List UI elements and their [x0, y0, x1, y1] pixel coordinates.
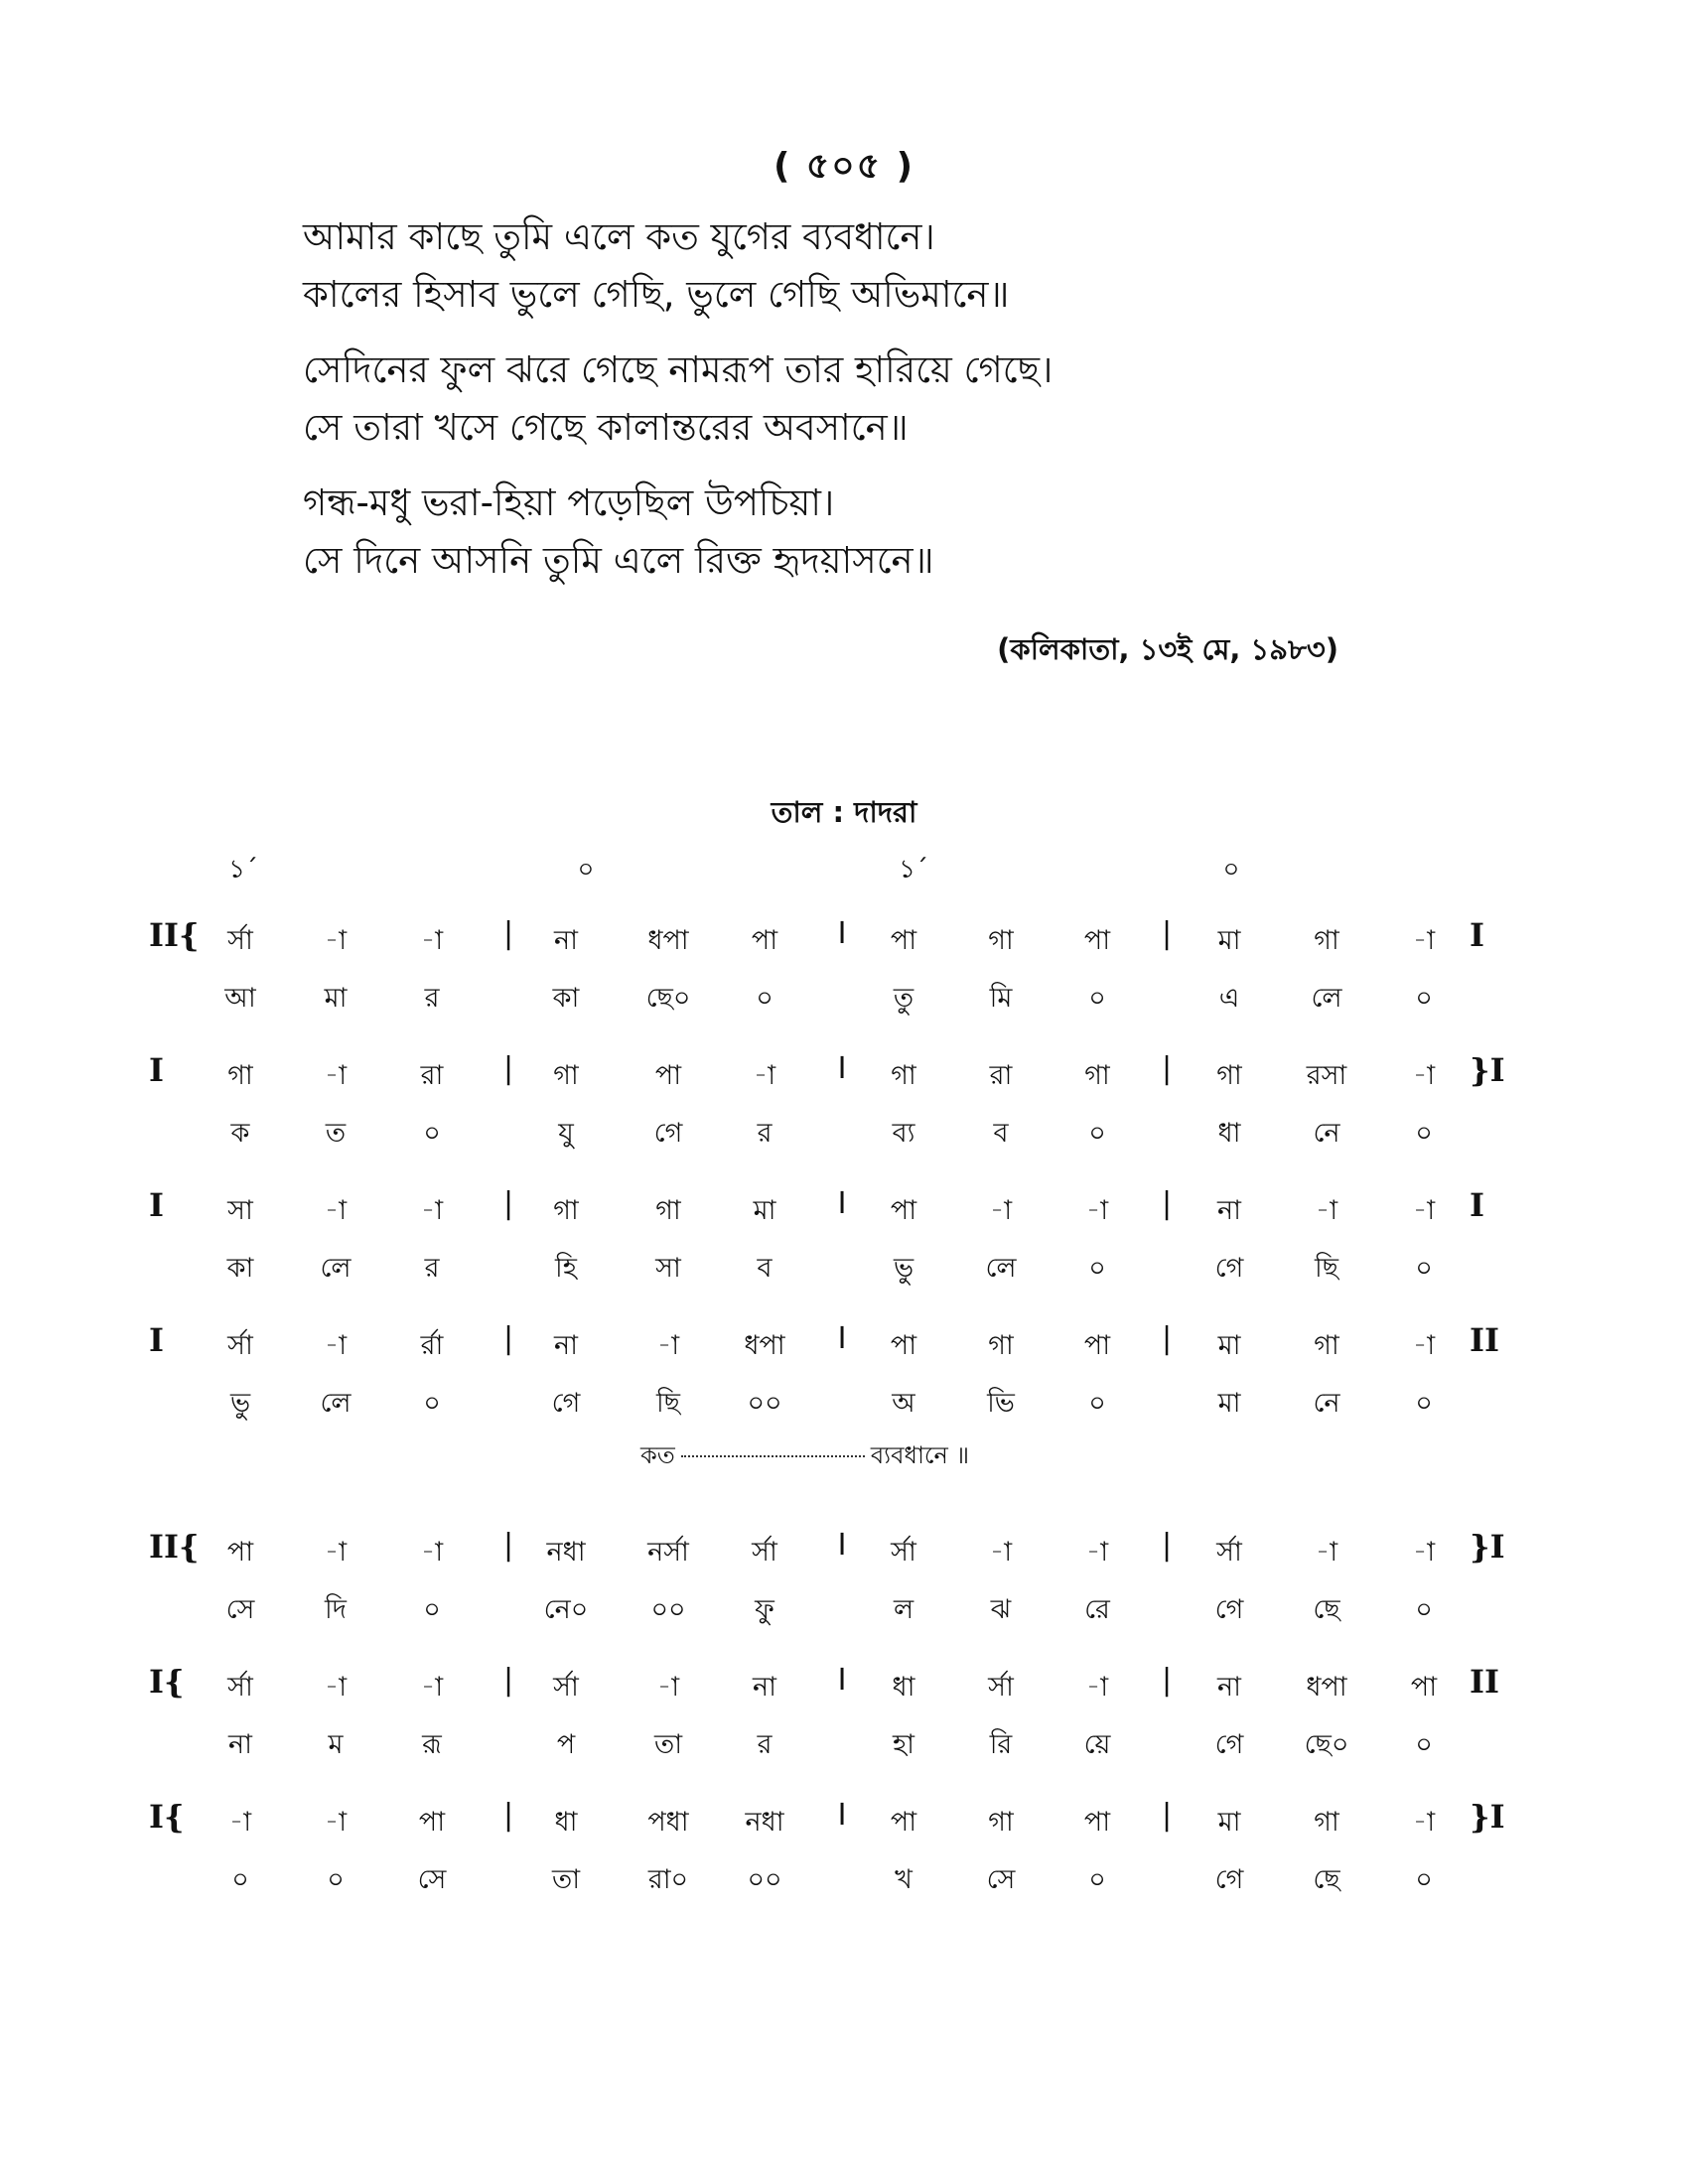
lyric-syllable: প	[556, 1729, 576, 1760]
lyric-syllable: য়ে	[1083, 1729, 1111, 1760]
swara-note: নর্সা	[647, 1537, 689, 1568]
swara-note: র্সা	[988, 1672, 1014, 1703]
swara-note: -া	[1412, 1537, 1436, 1568]
swara-note: -া	[1412, 1195, 1436, 1226]
notation-block	[149, 1655, 1539, 1790]
tala-title: তাল : দাদরা	[771, 795, 917, 829]
lyric-syllable: তা	[653, 1729, 683, 1760]
swara-note: -া	[324, 1807, 348, 1838]
lyric-syllable: না	[228, 1729, 252, 1760]
bar-sign-end: }I	[1470, 1528, 1505, 1566]
swara-note: -া	[1412, 1807, 1436, 1838]
lyric-syllable: ০	[1088, 1253, 1106, 1284]
lyric-syllable: ০০	[747, 1388, 782, 1419]
lyric-syllable: ০	[1415, 1388, 1433, 1419]
bar-line: |	[1161, 1186, 1173, 1221]
bar-line: |	[1161, 1798, 1173, 1833]
swara-note: ধপা	[744, 1330, 785, 1361]
lyric-syllable: গে	[551, 1388, 581, 1419]
swara-note: পা	[1083, 1807, 1111, 1838]
lyric-syllable: ভু	[893, 1253, 914, 1284]
swara-note: পা	[890, 1330, 917, 1361]
lyric-syllable: মা	[324, 983, 348, 1014]
swara-note: রা	[989, 1060, 1013, 1091]
swara-note: মা	[1217, 1330, 1241, 1361]
lyric-syllable: ০	[1415, 1594, 1433, 1625]
swara-note: গা	[553, 1060, 579, 1091]
swara-note: গা	[1314, 1807, 1339, 1838]
lyric-syllable: কা	[226, 1253, 254, 1284]
swara-note: পা	[751, 925, 778, 956]
lyric-syllable: ফু	[755, 1594, 774, 1625]
swara-note: গা	[553, 1195, 579, 1226]
swara-note: গা	[988, 1807, 1014, 1838]
swara-note: র্সা	[227, 1330, 253, 1361]
lyric-syllable: ছে	[1313, 1594, 1340, 1625]
swara-note: গা	[988, 925, 1014, 956]
swara-note: ধপা	[1306, 1672, 1347, 1703]
lyric-syllable: খ	[895, 1864, 913, 1895]
lyric-syllable: ছে০	[645, 983, 691, 1014]
lyric-syllable: তু	[893, 983, 914, 1014]
bar-sign-start: I{	[149, 1798, 185, 1836]
lyric-syllable: ০	[423, 1118, 441, 1149]
lyric-syllable: লে	[985, 1253, 1017, 1284]
bar-line: |	[502, 1321, 514, 1356]
notation-block	[149, 1313, 1539, 1448]
swara-note: পা	[1083, 925, 1111, 956]
lyric-syllable: ০	[1088, 1118, 1106, 1149]
swara-note: -া	[656, 1330, 680, 1361]
swara-note: না	[554, 1330, 578, 1361]
beat-marks	[149, 849, 1539, 908]
swara-note: না	[1217, 1672, 1241, 1703]
lyric-syllable: নে০	[543, 1594, 589, 1625]
bar-line: |	[1161, 1321, 1173, 1356]
swara-note: পা	[226, 1537, 254, 1568]
lyric-syllable: ব	[993, 1118, 1009, 1149]
lyric-syllable: ঝ	[990, 1594, 1012, 1625]
swara-note: না	[753, 1672, 776, 1703]
lyric-syllable: ০	[231, 1864, 249, 1895]
swara-note: -া	[1315, 1195, 1338, 1226]
bar-sign-end: II	[1470, 1321, 1499, 1359]
lyric-syllable: হা	[892, 1729, 914, 1760]
lyric-syllable: ত	[325, 1118, 347, 1149]
lyric-syllable: রি	[989, 1729, 1013, 1760]
swara-note: -া	[753, 1060, 776, 1091]
lyric-syllable: সে	[986, 1864, 1016, 1895]
lyric-syllable: ভি	[987, 1388, 1015, 1419]
lyric-syllable: সা	[655, 1253, 681, 1284]
notation-block	[149, 1790, 1539, 1925]
lyric-syllable: ধা	[1217, 1118, 1241, 1149]
bar-line: |	[502, 916, 514, 951]
bar-line: |	[502, 1051, 514, 1086]
swara-note: -া	[420, 1672, 444, 1703]
lyric-syllable: ০	[756, 983, 774, 1014]
bar-line: I	[837, 1798, 847, 1833]
poem-line: সেদিনের ফুল ঝরে গেছে নামরূপ তার হারিয়ে গেছে।	[303, 348, 1054, 391]
bar-line: |	[1161, 1051, 1173, 1086]
notation-grid	[149, 849, 1539, 1925]
lyric-syllable: গে	[1214, 1253, 1244, 1284]
swara-note: পা	[418, 1807, 446, 1838]
swara-note: -া	[324, 1060, 348, 1091]
lyric-syllable: ব	[757, 1253, 773, 1284]
swara-note: র্সা	[1216, 1537, 1242, 1568]
swara-note: -া	[324, 1330, 348, 1361]
beat-mark: ০	[1222, 855, 1240, 885]
swara-note: ধপা	[647, 925, 689, 956]
swara-note: -া	[228, 1807, 252, 1838]
swara-note: পা	[1083, 1330, 1111, 1361]
bar-sign-start: I	[149, 1186, 164, 1224]
lyric-syllable: ছে০	[1304, 1729, 1349, 1760]
bar-line: |	[1161, 1528, 1173, 1563]
lyric-syllable: গে	[1214, 1594, 1244, 1625]
swara-note: মা	[753, 1195, 776, 1226]
swara-note: ধা	[892, 1672, 915, 1703]
lyric-syllable: আ	[224, 983, 256, 1014]
swara-note: র্সা	[891, 1537, 916, 1568]
note-start: কত	[640, 1441, 675, 1469]
swara-note: গা	[1314, 1330, 1339, 1361]
notation-block	[149, 1043, 1539, 1178]
swara-note: -া	[324, 925, 348, 956]
bar-line: |	[1161, 916, 1173, 951]
lyric-syllable: ০	[1088, 1864, 1106, 1895]
beat-mark: ০	[577, 855, 595, 885]
beat-mark: ১´	[899, 855, 928, 885]
lyric-syllable: ছি	[1314, 1253, 1339, 1284]
page-number: ( ৫০৫ )	[773, 146, 915, 187]
lyric-syllable: ল	[893, 1594, 914, 1625]
swara-note: গা	[1084, 1060, 1110, 1091]
lyric-syllable: তা	[551, 1864, 581, 1895]
place-date-footer: (কলিকাতা, ১৩ই মে, ১৯৮৩)	[997, 632, 1338, 666]
swara-note: মা	[1217, 925, 1241, 956]
swara-note: পধা	[647, 1807, 689, 1838]
lyric-syllable: কা	[552, 983, 580, 1014]
swara-note: র্সা	[227, 1672, 253, 1703]
poem-line: সে দিনে আসনি তুমি এলে রিক্ত হৃদয়াসনে॥	[303, 539, 934, 582]
lyric-syllable: মি	[989, 983, 1013, 1014]
lyric-syllable: লে	[320, 1388, 352, 1419]
swara-note: -া	[1412, 1330, 1436, 1361]
lyric-syllable: র	[757, 1118, 773, 1149]
lyric-syllable: গে	[1214, 1864, 1244, 1895]
swara-note: -া	[1085, 1672, 1109, 1703]
bar-line: |	[502, 1186, 514, 1221]
lyric-syllable: ০০	[747, 1864, 782, 1895]
lyric-syllable: ০	[1415, 1729, 1433, 1760]
lyric-syllable: ছি	[655, 1388, 681, 1419]
lyric-syllable: যু	[558, 1118, 574, 1149]
bar-line: I	[837, 1186, 847, 1221]
swara-note: সা	[227, 1195, 253, 1226]
dotted-leader	[681, 1455, 865, 1457]
lyric-syllable: নে	[1313, 1388, 1340, 1419]
swara-note: গা	[1216, 1060, 1242, 1091]
swara-note: -া	[324, 1537, 348, 1568]
bar-line: I	[837, 1321, 847, 1356]
swara-note: -া	[1085, 1195, 1109, 1226]
poem-line: কালের হিসাব ভুলে গেছি, ভুলে গেছি অভিমানে॥	[303, 273, 1010, 316]
bar-sign-end: II	[1470, 1663, 1499, 1701]
swara-note: নধা	[546, 1537, 586, 1568]
lyric-syllable: ০	[1088, 983, 1106, 1014]
swara-note: -া	[656, 1672, 680, 1703]
bar-line: |	[502, 1528, 514, 1563]
swara-note: র্সা	[227, 925, 253, 956]
bar-line: |	[1161, 1663, 1173, 1698]
swara-note: র্সা	[752, 1537, 777, 1568]
lyric-syllable: র	[424, 983, 440, 1014]
swara-note: মা	[1217, 1807, 1241, 1838]
lyric-syllable: ব্য	[892, 1118, 915, 1149]
swara-note: পা	[654, 1060, 682, 1091]
lyric-syllable: ভু	[229, 1388, 251, 1419]
lyric-syllable: ০	[1415, 983, 1433, 1014]
bar-line: I	[837, 916, 847, 951]
lyric-syllable: ম	[328, 1729, 344, 1760]
lyric-syllable: লে	[320, 1253, 352, 1284]
swara-note: গা	[1314, 925, 1339, 956]
swara-note: -া	[324, 1672, 348, 1703]
swara-note: গা	[988, 1330, 1014, 1361]
swara-note: -া	[1412, 1060, 1436, 1091]
lyric-syllable: অ	[892, 1388, 915, 1419]
poem-line: গন্ধ-মধু ভরা-হিয়া পড়েছিল উপচিয়া।	[303, 481, 835, 524]
bar-line: I	[837, 1663, 847, 1698]
bar-sign-start: I{	[149, 1663, 185, 1701]
swara-note: পা	[890, 1807, 917, 1838]
bar-line: |	[502, 1798, 514, 1833]
notation-block	[149, 1520, 1539, 1655]
swara-note: নধা	[745, 1807, 784, 1838]
lyric-syllable: হি	[555, 1253, 577, 1284]
lyric-syllable: র	[424, 1253, 440, 1284]
lyric-syllable: ক	[230, 1118, 250, 1149]
beat-mark: ১´	[228, 855, 258, 885]
lyric-syllable: ০	[1415, 1253, 1433, 1284]
notation-block	[149, 1178, 1539, 1313]
swara-note: না	[1217, 1195, 1241, 1226]
swara-note: -া	[989, 1195, 1013, 1226]
bar-sign-start: II{	[149, 1528, 200, 1566]
lyric-syllable: মা	[1217, 1388, 1241, 1419]
bar-line: I	[837, 1051, 847, 1086]
swara-note: -া	[420, 1537, 444, 1568]
swara-note: পা	[890, 1195, 917, 1226]
notation-block	[149, 908, 1539, 1043]
poem	[303, 208, 1395, 608]
swara-note: -া	[420, 925, 444, 956]
swara-note: গা	[227, 1060, 253, 1091]
lyric-syllable: রা০	[647, 1864, 689, 1895]
lyric-syllable: ছে	[1313, 1864, 1340, 1895]
stanza	[303, 208, 1395, 324]
stanza	[303, 475, 1395, 590]
note-end: ব্যবধানে ॥	[870, 1441, 970, 1469]
lyric-syllable: ০	[327, 1864, 345, 1895]
lyric-syllable: ০	[423, 1388, 441, 1419]
bar-sign-end: I	[1470, 1186, 1484, 1224]
stanza	[303, 341, 1395, 457]
bar-sign-end: }I	[1470, 1051, 1505, 1089]
swara-note: না	[554, 925, 578, 956]
swara-note: পা	[1410, 1672, 1438, 1703]
lyric-syllable: রূ	[422, 1729, 442, 1760]
lyric-syllable: গে	[1214, 1729, 1244, 1760]
swara-note: -া	[989, 1537, 1013, 1568]
swara-note: ধা	[554, 1807, 578, 1838]
lyric-syllable: গে	[653, 1118, 683, 1149]
poem-line: আমার কাছে তুমি এলে কত যুগের ব্যবধানে।	[303, 215, 935, 258]
bar-line: I	[837, 1528, 847, 1563]
swara-note: রা	[420, 1060, 444, 1091]
lyric-syllable: ০	[1415, 1864, 1433, 1895]
swara-note: র্রা	[420, 1330, 444, 1361]
lyric-syllable: ০	[1415, 1118, 1433, 1149]
swara-note: রসা	[1306, 1060, 1347, 1091]
swara-note: -া	[1315, 1537, 1338, 1568]
lyric-syllable: রে	[1084, 1594, 1110, 1625]
bar-sign-end: I	[1470, 916, 1484, 954]
lyric-syllable: লে	[1311, 983, 1342, 1014]
lyric-syllable: এ	[1218, 983, 1240, 1014]
swara-note: -া	[324, 1195, 348, 1226]
notation-note	[640, 1437, 969, 1477]
swara-note: গা	[655, 1195, 681, 1226]
lyric-syllable: দি	[325, 1594, 347, 1625]
lyric-syllable: নে	[1313, 1118, 1340, 1149]
bar-line: |	[502, 1663, 514, 1698]
swara-note: -া	[1085, 1537, 1109, 1568]
lyric-syllable: ০	[423, 1594, 441, 1625]
bar-sign-start: II{	[149, 916, 200, 954]
lyric-syllable: সে	[225, 1594, 255, 1625]
bar-sign-start: I	[149, 1051, 164, 1089]
lyric-syllable: ০	[1088, 1388, 1106, 1419]
swara-note: পা	[890, 925, 917, 956]
lyric-syllable: ০০	[650, 1594, 686, 1625]
swara-note: -া	[420, 1195, 444, 1226]
swara-note: র্সা	[553, 1672, 579, 1703]
swara-note: গা	[891, 1060, 916, 1091]
poem-line: সে তারা খসে গেছে কালান্তরের অবসানে॥	[303, 406, 909, 449]
lyric-syllable: র	[757, 1729, 773, 1760]
bar-sign-end: }I	[1470, 1798, 1505, 1836]
lyric-syllable: সে	[417, 1864, 447, 1895]
bar-sign-start: I	[149, 1321, 164, 1359]
swara-note: -া	[1412, 925, 1436, 956]
